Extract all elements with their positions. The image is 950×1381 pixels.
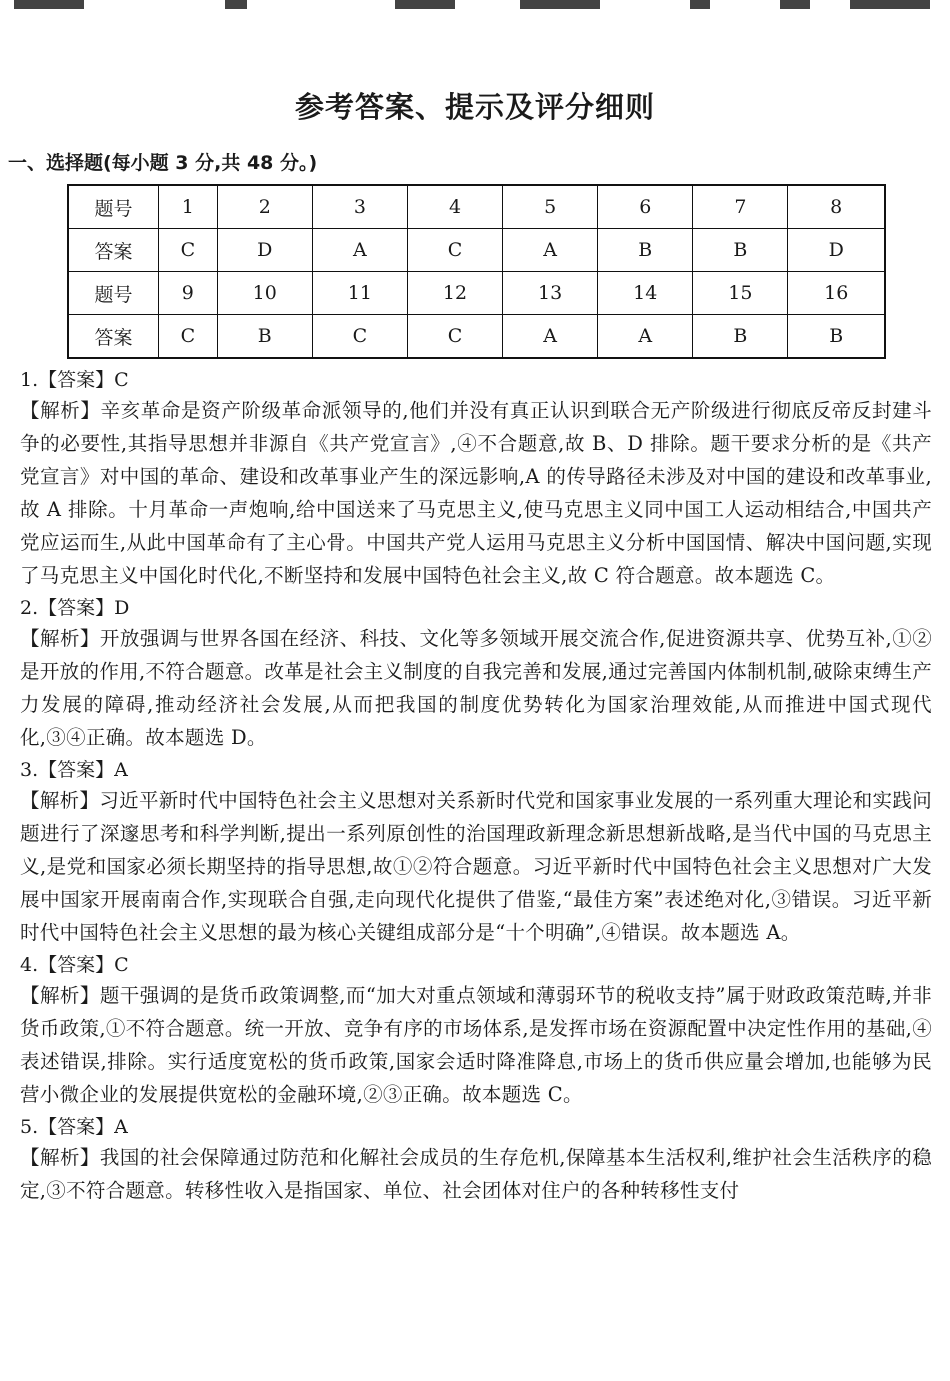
question-2 — [20, 594, 932, 754]
explain-tag: 【解析】 — [20, 984, 100, 1007]
explanation — [20, 1141, 932, 1207]
question-5 — [20, 1113, 932, 1207]
explain-text: 习近平新时代中国特色社会主义思想对关系新时代党和国家事业发展的一系列重大理论和实践问题进行了深邃思考和科学判断,提出一系列原创性的治国理政新理念新思想新战略,是当代中国的马克思主义,是党和国家必须长期坚持的指导思想,故①②符合题意。习近平新时代中国特色社会主义思想对广大发展中国家开展南南合作,实现联合自强,走向现代化提供了借鉴,“最佳方案”表述绝对化,③错误。习近平新时代中国特色社会主义思想的最为核心关键组成部分是“十个明确”,④错误。故本题选 A。 — [20, 789, 932, 944]
table-cell: A — [598, 315, 693, 359]
answer-line — [20, 1113, 932, 1141]
table-cell: 7 — [693, 185, 788, 229]
table-cell: 16 — [788, 272, 885, 315]
explain-text: 辛亥革命是资产阶级革命派领导的,他们并没有真正认识到联合无产阶级进行彻底反帝反封建斗争的必要性,其指导思想并非源自《共产党宣言》,④不合题意,故 B、D 排除。题干要求分析的是《共产党宣言》对中国的革命、建设和改革事业产生的深远影响,A 的传导路径未涉及对中国的建设和改革事业,故 A 排除。十月革命一声炮响,给中国送来了马克思主义,使马克思主义同中国工人运动相结合,中国共产党应运而生,从此中国革命有了主心骨。中国共产党人运用马克思主义分析中国国情、解决中国问题,实现了马克思主义中国化时代化,不断坚持和发展中国特色社会主义,故 C 符合题意。故本题选 C。 — [20, 399, 932, 587]
table-cell: A — [312, 229, 407, 272]
table-cell: C — [407, 315, 502, 359]
table-cell: B — [217, 315, 312, 359]
row-header: 答案 — [68, 315, 159, 359]
table-cell: B — [788, 315, 885, 359]
explain-text: 题干强调的是货币政策调整,而“加大对重点领域和薄弱环节的税收支持”属于财政政策范畴,并非货币政策,①不符合题意。统一开放、竞争有序的市场体系,是发挥市场在资源配置中决定性作用的基础,④表述错误,排除。实行适度宽松的货币政策,国家会适时降准降息,市场上的货币供应量会增加,也能够为民营小微企业的发展提供宽松的金融环境,②③正确。故本题选 C。 — [20, 984, 932, 1106]
explain-tag: 【解析】 — [20, 789, 100, 812]
answer-tag: 【答案】 — [38, 369, 115, 391]
table-cell: 6 — [598, 185, 693, 229]
cropped-header-strip — [0, 0, 950, 75]
answer-value: C — [114, 954, 129, 976]
table-cell: 13 — [503, 272, 598, 315]
table-cell: C — [312, 315, 407, 359]
table-cell: 1 — [159, 185, 218, 229]
answer-line — [20, 756, 932, 784]
explain-tag: 【解析】 — [20, 1146, 100, 1169]
table-row — [68, 315, 885, 359]
question-number: 4. — [20, 954, 39, 976]
answer-value: C — [114, 369, 129, 391]
answer-table — [67, 184, 886, 359]
table-cell: 4 — [407, 185, 502, 229]
question-number: 2. — [20, 597, 39, 619]
table-cell: 12 — [407, 272, 502, 315]
table-cell: 15 — [693, 272, 788, 315]
table-cell: B — [693, 315, 788, 359]
table-cell: 9 — [159, 272, 218, 315]
answer-tag: 【答案】 — [38, 597, 115, 619]
table-cell: B — [693, 229, 788, 272]
explanation — [20, 979, 932, 1111]
explanation — [20, 622, 932, 754]
answer-line — [20, 366, 932, 394]
answer-tag: 【答案】 — [38, 954, 115, 976]
explain-tag: 【解析】 — [20, 627, 100, 650]
table-cell: C — [407, 229, 502, 272]
table-cell: 8 — [788, 185, 885, 229]
question-3 — [20, 756, 932, 949]
table-cell: D — [788, 229, 885, 272]
row-header: 题号 — [68, 272, 159, 315]
table-cell: A — [503, 315, 598, 359]
question-number: 5. — [20, 1116, 39, 1138]
table-cell: 5 — [503, 185, 598, 229]
table-cell: 3 — [312, 185, 407, 229]
question-number: 1. — [20, 369, 39, 391]
table-cell: A — [503, 229, 598, 272]
section-heading: 一、选择题(每小题 3 分,共 48 分。) — [8, 152, 318, 174]
question-number: 3. — [20, 759, 39, 781]
table-row — [68, 272, 885, 315]
answer-line — [20, 951, 932, 979]
answer-value: A — [114, 1116, 128, 1138]
row-header: 题号 — [68, 185, 159, 229]
answer-tag: 【答案】 — [38, 1116, 115, 1138]
table-cell: B — [598, 229, 693, 272]
table-cell: 14 — [598, 272, 693, 315]
explanation — [20, 394, 932, 592]
explanations — [20, 366, 932, 1209]
table-cell: 2 — [217, 185, 312, 229]
question-1 — [20, 366, 932, 592]
explanation — [20, 784, 932, 949]
table-cell: C — [159, 315, 218, 359]
explain-tag: 【解析】 — [20, 399, 101, 422]
answer-line — [20, 594, 932, 622]
table-cell: 11 — [312, 272, 407, 315]
page-title: 参考答案、提示及评分细则 — [294, 90, 655, 124]
answer-tag: 【答案】 — [38, 759, 115, 781]
table-row — [68, 229, 885, 272]
table-cell: C — [159, 229, 218, 272]
row-header: 答案 — [68, 229, 159, 272]
answer-value: A — [114, 759, 128, 781]
table-cell: 10 — [217, 272, 312, 315]
table-row — [68, 185, 885, 229]
explain-text: 我国的社会保障通过防范和化解社会成员的生存危机,保障基本生活权利,维护社会生活秩序的稳定,③不符合题意。转移性收入是指国家、单位、社会团体对住户的各种转移性支付 — [20, 1146, 932, 1202]
question-4 — [20, 951, 932, 1111]
table-cell: D — [217, 229, 312, 272]
explain-text: 开放强调与世界各国在经济、科技、文化等多领域开展交流合作,促进资源共享、优势互补,①②是开放的作用,不符合题意。改革是社会主义制度的自我完善和发展,通过完善国内体制机制,破除束缚生产力发展的障碍,推动经济社会发展,从而把我国的制度优势转化为国家治理效能,从而推进中国式现代化,③④正确。故本题选 D。 — [20, 627, 932, 749]
answer-value: D — [114, 597, 130, 619]
